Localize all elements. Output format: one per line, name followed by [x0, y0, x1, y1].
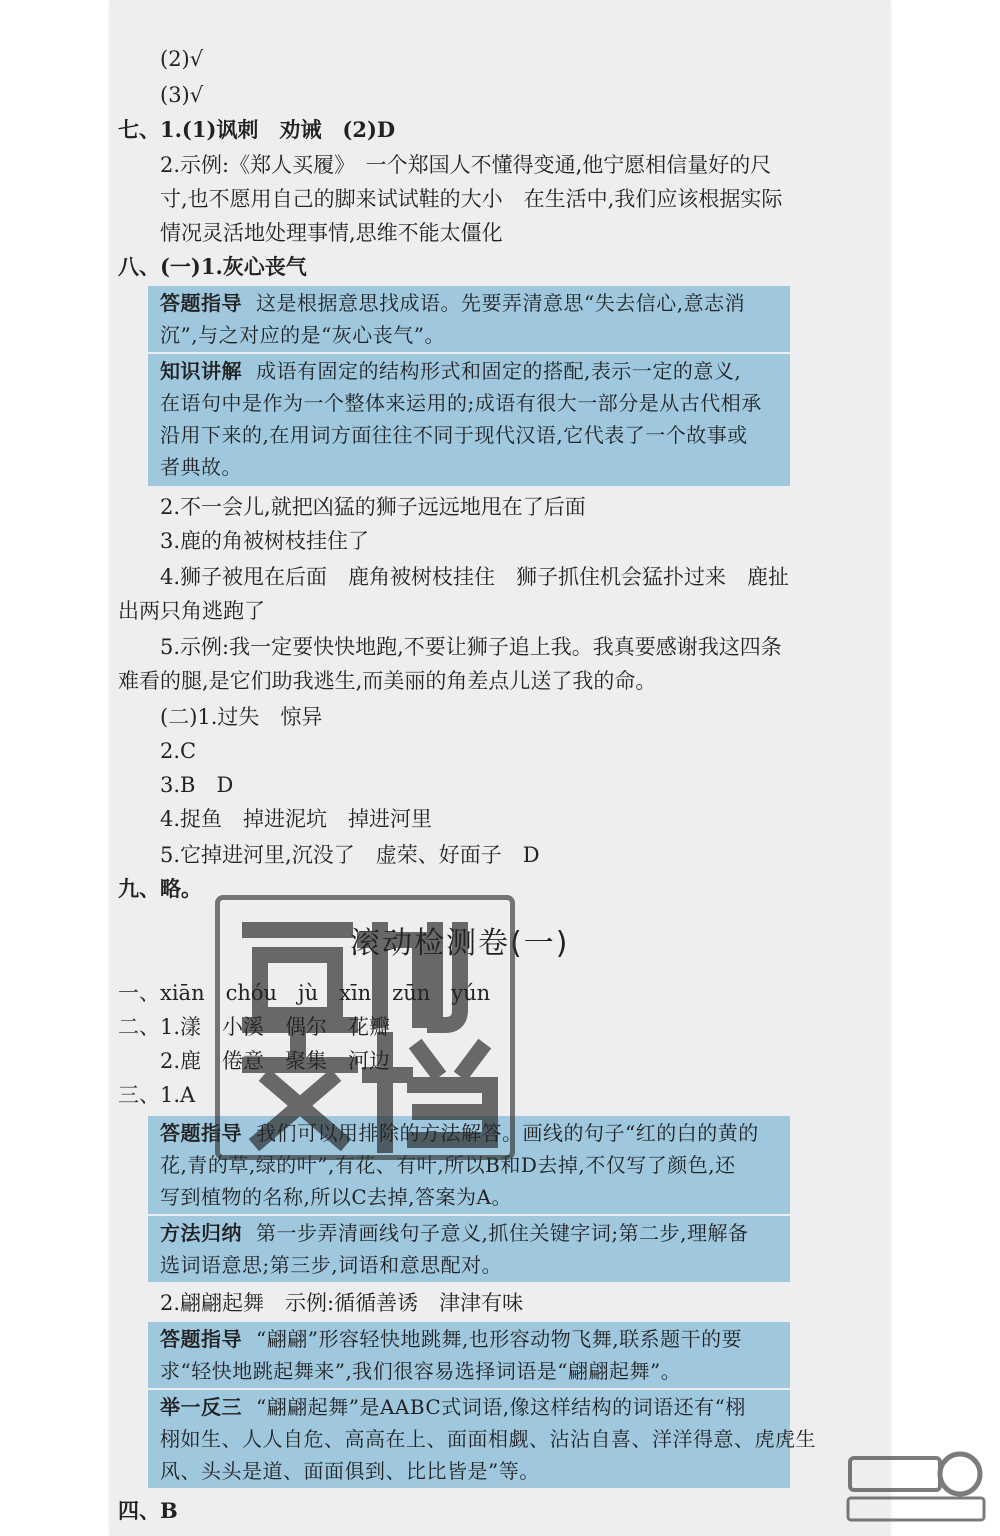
- answer-line: 二、1.漾 小溪 偶尔 花瓣: [118, 1015, 391, 1039]
- tip-label: 答题指导: [160, 1121, 242, 1145]
- answer-line: 5.示例:我一定要快快地跑,不要让狮子追上我。我真要感谢我这四条: [160, 635, 782, 659]
- answer-line: 3.鹿的角被树枝挂住了: [160, 529, 370, 553]
- answer-line: 2.鹿 倦意 聚集 河边: [160, 1049, 391, 1073]
- tip-label: 答题指导: [160, 1327, 242, 1351]
- answer-line: 2.不一会儿,就把凶猛的狮子远远地甩在了后面: [160, 495, 586, 519]
- answer-line: 4.狮子被甩在后面 鹿角被树枝挂住 狮子抓住机会猛扑过来 鹿扯: [160, 565, 790, 589]
- answer-line: 三、1.A: [118, 1083, 196, 1107]
- tip-text: “翩翩起舞”是AABC式词语,像这样结构的词语还有“栩: [256, 1395, 746, 1419]
- tip-text: 风、头头是道、面面俱到、比比皆是”等。: [160, 1459, 540, 1483]
- tip-line: [160, 356, 741, 386]
- tip-text: 沿用下来的,在用词方面往往不同于现代汉语,它代表了一个故事或: [160, 423, 748, 447]
- answer-line: (3)√: [160, 83, 204, 107]
- answer-line: 4.捉鱼 掉进泥坑 掉进河里: [160, 807, 433, 831]
- answer-line: 2.示例:《郑人买履》 一个郑国人不懂得变通,他宁愿相信量好的尺: [160, 153, 772, 177]
- answer-line: 情况灵活地处理事情,思维不能太僵化: [160, 221, 503, 245]
- section-heading: 滚动检测卷(一): [350, 926, 570, 961]
- tip-label: 知识讲解: [160, 359, 242, 383]
- answer-line: 3.B D: [160, 773, 234, 797]
- tip-text: 在语句中是作为一个整体来运用的;成语有很大一部分是从古代相承: [160, 391, 762, 415]
- answer-line: 一、xiān chóu jù xīn zūn yún: [118, 981, 491, 1005]
- tip-line: [160, 288, 745, 318]
- tip-label: 方法归纳: [160, 1221, 242, 1245]
- tip-text: 这是根据意思找成语。先要弄清意思“失去信心,意志消: [256, 291, 746, 315]
- corner-logo: [840, 1446, 990, 1526]
- tip-label: 举一反三: [160, 1395, 242, 1419]
- answer-line: 九、略。: [118, 876, 202, 901]
- tip-line: [160, 1392, 746, 1422]
- answer-line: 四、B: [118, 1498, 178, 1523]
- tip-text: 花,青的草,绿的叶”,有花、有叶,所以B和D去掉,不仅写了颜色,还: [160, 1153, 736, 1177]
- tip-label: 答题指导: [160, 291, 242, 315]
- tip-line: [160, 1324, 742, 1354]
- answer-line: 寸,也不愿用自己的脚来试试鞋的大小 在生活中,我们应该根据实际: [160, 187, 783, 211]
- answer-line: 七、1.(1)讽刺 劝诫 (2)D: [118, 117, 396, 142]
- answer-line: 5.它掉进河里,沉没了 虚荣、好面子 D: [160, 843, 540, 867]
- answer-site-logo-icon: [840, 1446, 990, 1526]
- answer-line: 2.C: [160, 739, 197, 763]
- tip-line: [160, 1218, 748, 1248]
- tip-text: 求“轻快地跳起舞来”,我们很容易选择词语是“翩翩起舞”。: [160, 1359, 682, 1383]
- tip-text: “翩翩”形容轻快地跳舞,也形容动物飞舞,联系题干的要: [256, 1327, 743, 1351]
- tip-text: 者典故。: [160, 455, 242, 479]
- answer-line: 八、(一)1.灰心丧气: [118, 254, 307, 279]
- answer-line: (2)√: [160, 47, 204, 71]
- tip-text: 栩如生、人人自危、高高在上、面面相觑、沾沾自喜、洋洋得意、虎虎生: [160, 1427, 816, 1451]
- answer-line: 2.翩翩起舞 示例:循循善诱 津津有味: [160, 1291, 524, 1315]
- tip-text: 第一步弄清画线句子意义,抓住关键字词;第二步,理解备: [256, 1221, 749, 1245]
- tip-text: 写到植物的名称,所以C去掉,答案为A。: [160, 1185, 512, 1209]
- answer-line: (二)1.过失 惊异: [160, 705, 323, 729]
- tip-line: [160, 1118, 759, 1148]
- tip-text: 沉”,与之对应的是“灰心丧气”。: [160, 323, 446, 347]
- answer-line: 难看的腿,是它们助我逃生,而美丽的角差点儿送了我的命。: [118, 669, 657, 693]
- tip-text: 成语有固定的结构形式和固定的搭配,表示一定的意义,: [256, 359, 742, 383]
- tip-text: 我们可以用排除的方法解答。画线的句子“红的白的黄的: [256, 1121, 759, 1145]
- answer-line: 出两只角逃跑了: [118, 599, 265, 623]
- tip-text: 选词语意思;第三步,词语和意思配对。: [160, 1253, 503, 1277]
